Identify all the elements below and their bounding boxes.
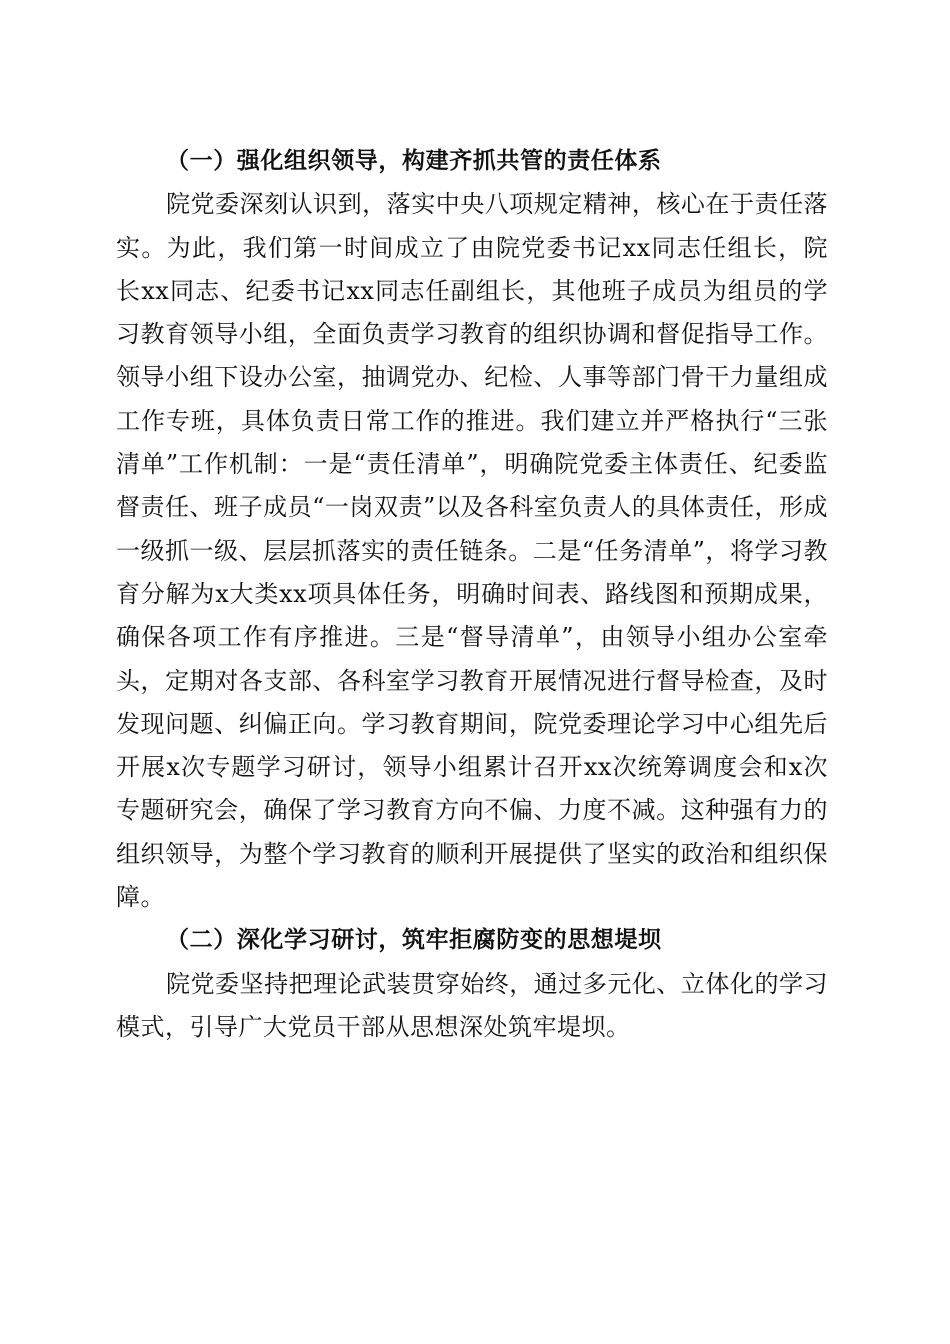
document-body	[116, 140, 828, 1049]
section-2-heading: （二）深化学习研讨，筑牢拒腐防变的思想堤坝	[166, 927, 662, 954]
section-1-paragraph: 院党委深刻认识到，落实中央八项规定精神，核心在于责任落实。为此，我们第一时间成立了由院党委书记xx同志任组长，院长xx同志、纪委书记xx同志任副组长，其他班子成员为组员的学习教育领导小组，全面负责学习教育的组织协调和督促指导工作。领导小组下设办公室，抽调党办、纪检、人事等部门骨干力量组成工作专班，具体负责日常工作的推进。我们建立并严格执行“三张清单”工作机制：一是“责任清单”，明确院党委主体责任、纪委监督责任、班子成员“一岗双责”以及各科室负责人的具体责任，形成一级抓一级、层层抓落实的责任链条。二是“任务清单”，将学习教育分解为x大类xx项具体任务，明确时间表、路线图和预期成果，确保各项工作有序推进。三是“督导清单”，由领导小组办公室牵头，定期对各支部、各科室学习教育开展情况进行督导检查，及时发现问题、纠偏正向。学习教育期间，院党委理论学习中心组先后开展x次专题学习研讨，领导小组累计召开xx次统筹调度会和x次专题研究会，确保了学习教育方向不偏、力度不减。这种强有力的组织领导，为整个学习教育的顺利开展提供了坚实的政治和组织保障。	[116, 190, 828, 912]
section-1-heading: （一）强化组织领导，构建齐抓共管的责任体系	[166, 148, 662, 174]
section-2-paragraph: 院党委坚持把理论武装贯穿始终，通过多元化、立体化的学习模式，引导广大党员干部从思想深处筑牢堤坝。	[116, 969, 828, 1041]
